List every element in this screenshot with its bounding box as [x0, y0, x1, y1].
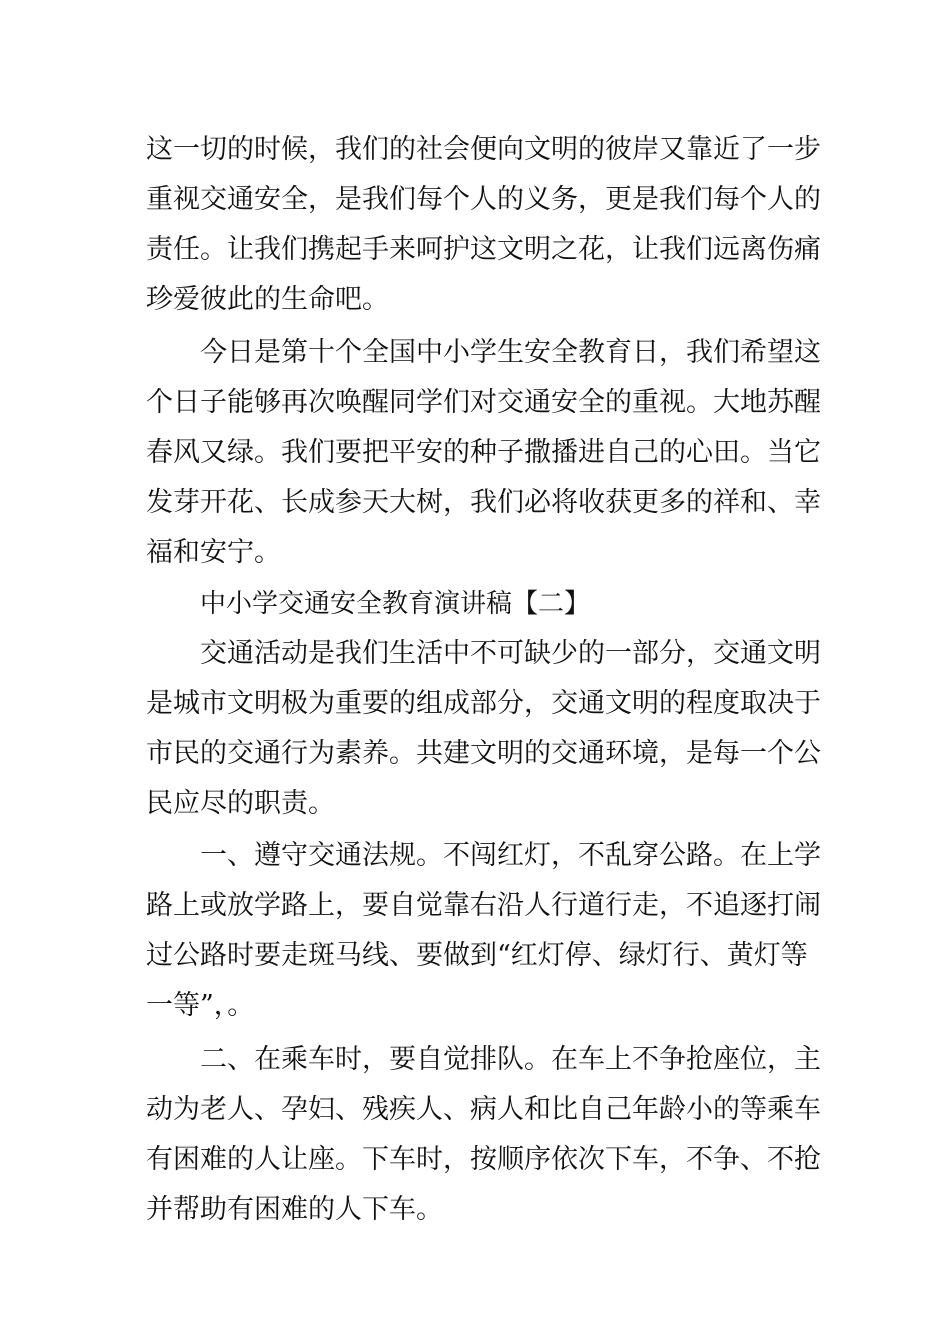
paragraph-line: 过公路时要走斑马线、要做到“红灯停、绿灯行、黄灯等	[146, 940, 808, 971]
paragraph	[146, 125, 821, 325]
paragraph-line: 今日是第十个全国中小学生安全教育日，我们希望这	[200, 337, 821, 368]
paragraph-line: 一等”，。	[146, 990, 255, 1021]
paragraph	[146, 831, 821, 1031]
paragraph-line: 责任。让我们携起手来呵护这文明之花，让我们远离伤痛	[146, 234, 821, 265]
paragraph-line: 珍爱彼此的生命吧。	[146, 284, 389, 315]
paragraph-line: 二、在乘车时，要自觉排队。在车上不争抢座位，主	[200, 1044, 821, 1075]
section-heading-text: 中小学交通安全教育演讲稿【二】	[200, 589, 591, 619]
paragraph-line: 有困难的人让座。下车时，按顺序依次下车，不争、不抢	[146, 1144, 821, 1175]
paragraph-line: 发芽开花、长成参天大树，我们必将收获更多的祥和、幸	[146, 487, 821, 518]
section-heading	[146, 579, 806, 629]
paragraph-line: 个日子能够再次唤醒同学们对交通安全的重视。大地苏醒	[146, 387, 821, 418]
paragraph-line: 春风又绿。我们要把平安的种子撒播进自己的心田。当它	[146, 437, 821, 468]
paragraph-line: 民应尽的职责。	[146, 788, 335, 819]
document-body	[146, 125, 821, 1235]
paragraph-line: 重视交通安全，是我们每个人的义务，更是我们每个人的	[146, 184, 821, 215]
paragraph-line: 路上或放学路上，要自觉靠右沿人行道行走，不追逐打闹	[146, 890, 821, 921]
paragraph-line: 这一切的时候，我们的社会便向文明的彼岸又靠近了一步	[146, 134, 821, 165]
paragraph	[146, 1035, 821, 1235]
paragraph	[146, 629, 821, 829]
paragraph-line: 是城市文明极为重要的组成部分，交通文明的程度取决于	[146, 688, 821, 719]
paragraph-line: 交通活动是我们生活中不可缺少的一部分，交通文明	[200, 638, 821, 669]
paragraph-line: 一、遵守交通法规。不闯红灯，不乱穿公路。在上学	[200, 840, 821, 871]
paragraph-line: 动为老人、孕妇、残疾人、病人和比自己年龄小的等乘车	[146, 1094, 821, 1125]
paragraph	[146, 328, 821, 578]
paragraph-line: 福和安宁。	[146, 537, 281, 568]
paragraph-line: 市民的交通行为素养。共建文明的交通环境，是每一个公	[146, 738, 821, 769]
paragraph-line: 并帮助有困难的人下车。	[146, 1194, 443, 1225]
